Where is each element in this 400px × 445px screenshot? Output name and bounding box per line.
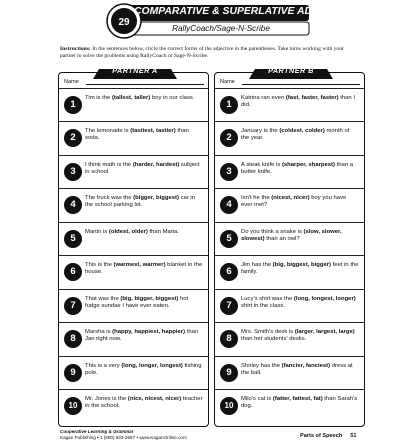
question-sentence: The lemonade is (tastiest, tastier) than soda. bbox=[85, 128, 189, 142]
answer-choices[interactable]: (sharper, sharpest) bbox=[281, 162, 335, 168]
question-sentence: Tim is the (tallest, taller) boy in our class. bbox=[85, 95, 195, 101]
question-sentence: Martin is (oldest, older) than Maria. bbox=[85, 229, 179, 235]
question-item bbox=[215, 188, 364, 221]
question-item bbox=[215, 121, 364, 154]
answer-choices[interactable]: (fatter, fattest, fat) bbox=[272, 396, 323, 402]
question-number: 4 bbox=[64, 196, 82, 214]
question-sentence: Marsha is (happy, happiest, happier) than Jan right now. bbox=[85, 329, 199, 343]
question-number: 4 bbox=[220, 196, 238, 214]
answer-choices[interactable]: (nicest, nicer) bbox=[271, 195, 310, 201]
question-sentence: Mr. Jones is the (nice, nicest, nicer) teacher in the school. bbox=[85, 396, 203, 410]
name-field[interactable] bbox=[242, 84, 360, 85]
question-sentence: Do you think a snake is (slow, slower, slowest) than an owl? bbox=[241, 229, 342, 243]
question-number: 5 bbox=[220, 230, 238, 248]
question-sentence: Lucy's shirt was the (long, longest, longer) shirt in the class. bbox=[241, 296, 356, 310]
question-sentence: January is the (coldest, colder) month of the year. bbox=[241, 128, 350, 142]
instructions-label: Instructions: bbox=[60, 46, 91, 52]
question-sentence: This is the (warmest, warmer) blanket in the house. bbox=[85, 262, 203, 276]
question-item bbox=[215, 356, 364, 389]
question-number: 3 bbox=[64, 163, 82, 181]
question-sentence: Isn't he the (nicest, nicer) boy you have ever met? bbox=[241, 195, 347, 209]
answer-choices[interactable]: (warmest, warmer) bbox=[113, 262, 166, 268]
question-item bbox=[59, 88, 208, 121]
page-footer-right bbox=[300, 433, 357, 439]
question-number: 8 bbox=[64, 330, 82, 348]
answer-choices[interactable]: (slow, slower, slowest) bbox=[241, 229, 342, 243]
answer-choices[interactable]: (oldest, older) bbox=[108, 229, 148, 235]
question-item bbox=[215, 222, 364, 255]
page-number: 51 bbox=[350, 433, 357, 439]
question-sentence: A steak knife is (sharper, sharpest) than a butter knife. bbox=[241, 162, 353, 176]
question-number: 1 bbox=[64, 96, 82, 114]
partner-a-panel bbox=[58, 72, 209, 427]
question-sentence: Mrs. Smith's desk is (larger, largest, large) than her students' desks. bbox=[241, 329, 355, 343]
answer-choices[interactable]: (tallest, taller) bbox=[111, 95, 151, 101]
question-item bbox=[59, 389, 208, 422]
question-item bbox=[215, 88, 364, 121]
title-banner bbox=[100, 2, 363, 44]
answer-choices[interactable]: (tastiest, tastier) bbox=[130, 128, 176, 134]
book-title: Cooperative Learning & Grammar bbox=[60, 429, 134, 434]
name-row bbox=[64, 78, 204, 86]
answer-choices[interactable]: (nice, nicest, nicer) bbox=[127, 396, 182, 402]
name-label: Name bbox=[220, 79, 235, 85]
partner-b-label: PARTNER B bbox=[268, 66, 314, 75]
answer-choices[interactable]: (happy, happiest, happier) bbox=[112, 329, 186, 335]
answer-choices[interactable]: (long, longer, longest) bbox=[121, 363, 183, 369]
answer-choices[interactable]: (fancier, fanciest) bbox=[281, 363, 331, 369]
question-number: 5 bbox=[64, 230, 82, 248]
page-title: COMPARATIVE & SUPERLATIVE ADJECTIVES bbox=[134, 6, 363, 17]
question-number: 6 bbox=[220, 263, 238, 281]
question-item bbox=[59, 356, 208, 389]
answer-choices[interactable]: (larger, largest, large) bbox=[294, 329, 355, 335]
answer-choices[interactable]: (big, biggest, bigger) bbox=[272, 262, 332, 268]
svg-text:29: 29 bbox=[118, 17, 130, 28]
question-number: 1 bbox=[220, 96, 238, 114]
question-number: 9 bbox=[64, 364, 82, 382]
question-number: 3 bbox=[220, 163, 238, 181]
answer-choices[interactable]: (harder, hardest) bbox=[132, 162, 180, 168]
question-item bbox=[59, 155, 208, 188]
footer bbox=[60, 429, 187, 440]
question-number: 7 bbox=[220, 297, 238, 315]
question-item bbox=[59, 222, 208, 255]
partner-b-panel bbox=[214, 72, 365, 427]
question-sentence: Milo's cat is (fatter, fattest, fat) than Sarah's dog. bbox=[241, 396, 358, 410]
question-number: 10 bbox=[64, 397, 82, 415]
question-item bbox=[59, 255, 208, 288]
answer-choices[interactable]: (long, longest, longer) bbox=[293, 296, 356, 302]
question-sentence: I think math is the (harder, hardest) subject in school. bbox=[85, 162, 200, 176]
page-subtitle: RallyCoach/Sage-N-Scribe bbox=[172, 24, 270, 33]
question-item bbox=[215, 155, 364, 188]
question-item bbox=[59, 121, 208, 154]
question-item bbox=[215, 389, 364, 422]
name-row bbox=[220, 78, 360, 86]
answer-choices[interactable]: (big, bigger, biggest) bbox=[120, 296, 179, 302]
answer-choices[interactable]: (fast, faster, faster) bbox=[285, 95, 339, 101]
question-item bbox=[215, 289, 364, 322]
question-sentence: The truck was the (bigger, biggest) car in the school parking lot. bbox=[85, 195, 196, 209]
partner-a-tab bbox=[93, 66, 177, 76]
question-sentence: Jim has the (big, biggest, bigger) feet in the family. bbox=[241, 262, 359, 276]
question-number: 10 bbox=[220, 397, 238, 415]
question-number: 2 bbox=[220, 129, 238, 147]
publisher-info: Kagan Publishing • 1 (800) 933-2667 • www.KaganOnline.com bbox=[60, 434, 187, 440]
question-sentence: Katrina ran even (fast, faster, faster) than I did. bbox=[241, 95, 355, 109]
question-number: 7 bbox=[64, 297, 82, 315]
question-number: 9 bbox=[220, 364, 238, 382]
name-field[interactable] bbox=[86, 84, 204, 85]
partner-b-tab bbox=[249, 66, 333, 76]
section-name: Parts of Speech bbox=[300, 433, 343, 439]
question-number: 8 bbox=[220, 330, 238, 348]
question-item bbox=[59, 322, 208, 355]
name-label: Name bbox=[64, 79, 79, 85]
question-item bbox=[215, 255, 364, 288]
partner-a-label: PARTNER A bbox=[112, 66, 158, 75]
question-sentence: This is a very (long, longer, longest) fishing pole. bbox=[85, 363, 202, 377]
question-item bbox=[59, 188, 208, 221]
question-item bbox=[59, 289, 208, 322]
instructions-text: In the sentences below, circle the correct forms of the adjective in the parentheses. Take turns working with your partner to solve the problems using RallyCoach or Sage-N-Scribe. bbox=[60, 46, 344, 60]
instructions bbox=[60, 46, 356, 61]
question-sentence: That was the (big, bigger, biggest) hot fudge sundae I have ever eaten. bbox=[85, 296, 189, 310]
answer-choices[interactable]: (bigger, biggest) bbox=[133, 195, 179, 201]
question-sentence: Shirley has the (fancier, fanciest) dress at the ball. bbox=[241, 363, 353, 377]
question-number: 2 bbox=[64, 129, 82, 147]
question-item bbox=[215, 322, 364, 355]
answer-choices[interactable]: (coldest, colder) bbox=[279, 128, 325, 134]
question-number: 6 bbox=[64, 263, 82, 281]
